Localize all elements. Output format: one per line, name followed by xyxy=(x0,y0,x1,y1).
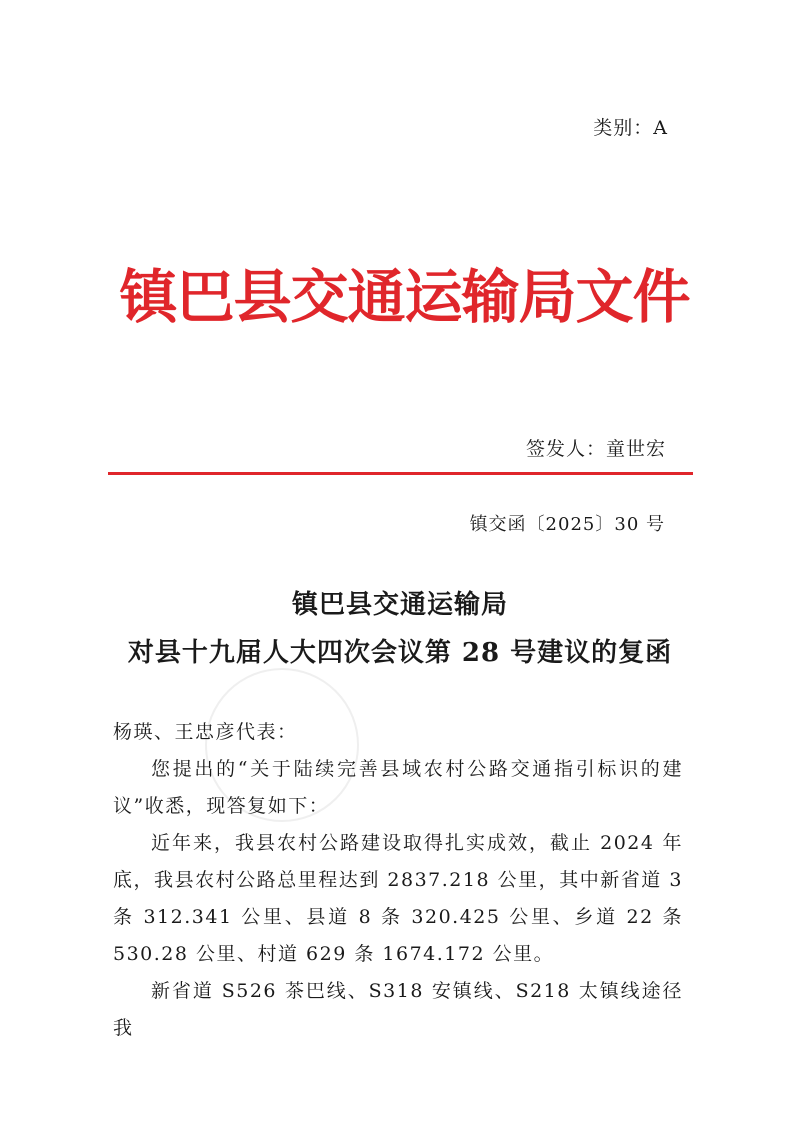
signer-line: 签发人：童世宏 xyxy=(525,438,666,460)
document-title-line-1: 镇巴县交通运输局 xyxy=(291,590,508,620)
salutation: 杨瑛、王忠彦代表： xyxy=(113,721,298,743)
document-header-title: 镇巴县交通运输局文件 xyxy=(119,263,690,331)
body-paragraph-3: 新省道 S526 茶巴线、S318 安镇线、S218 太镇线途径我 xyxy=(113,980,683,1039)
header-red-divider xyxy=(108,472,693,475)
document-title-line-2: 对县十九届人大四次会议第 28 号建议的复函 xyxy=(127,638,673,668)
body-paragraph-2: 近年来，我县农村公路建设取得扎实成效，截止 2024 年底，我县农村公路总里程达到 2837.218 公里，其中新省道 3 条 312.341 公里、县道 8 条 320.425 公里、乡道 22 条 530.28 公里、村道 629 条 1674.172 公里。 xyxy=(113,832,683,965)
body-paragraph-1: 您提出的“关于陆续完善县域农村公路交通指引标识的建议”收悉，现答复如下： xyxy=(113,758,683,817)
document-number: 镇交函〔2025〕30 号 xyxy=(469,514,665,535)
document-category: 类别：A xyxy=(593,117,668,139)
